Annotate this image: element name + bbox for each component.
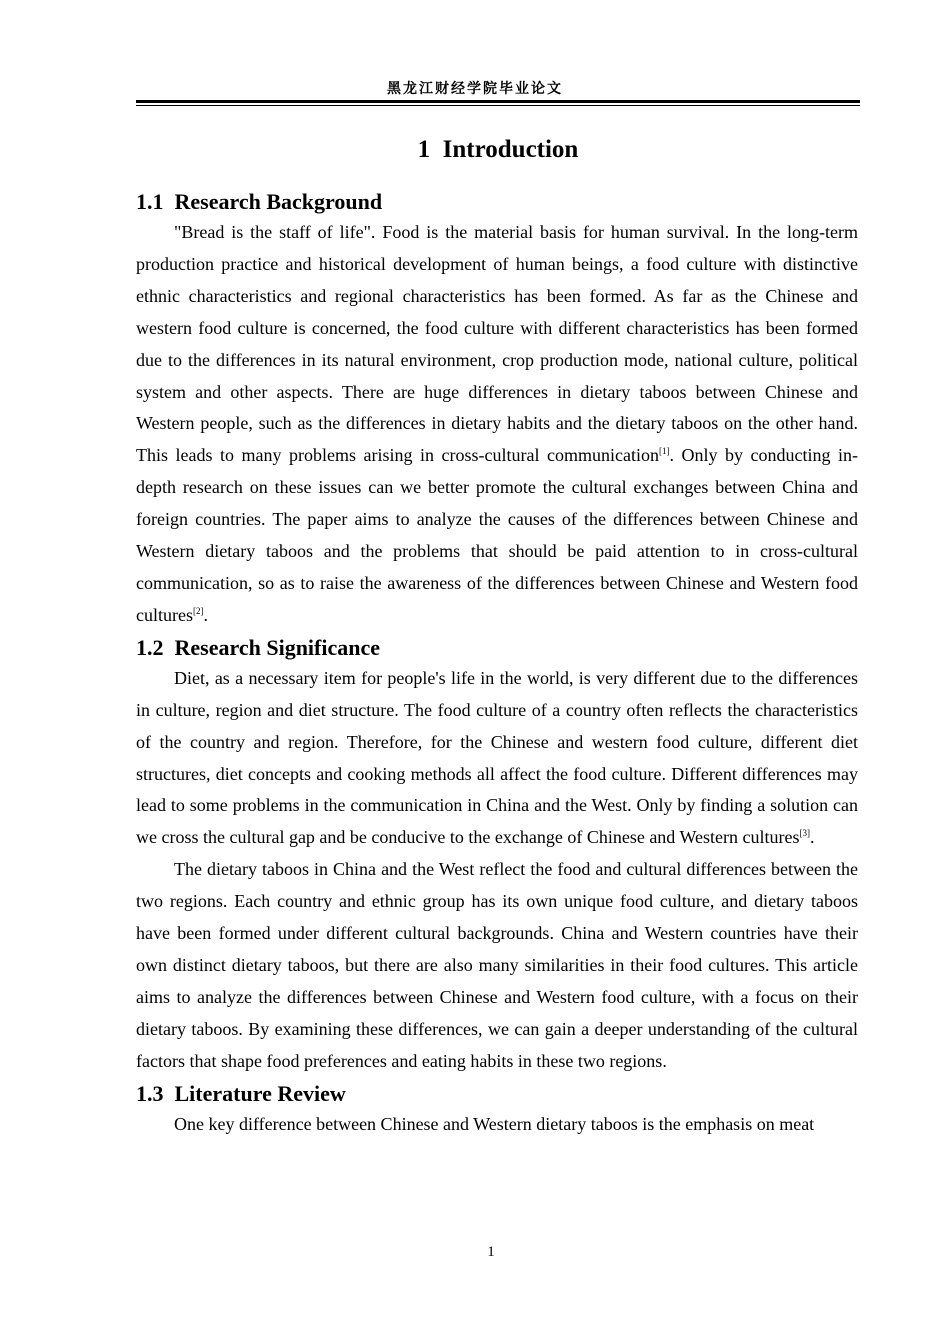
paragraph-text: "Bread is the staff of life". Food is the material basis for human survival. In the long-term production practice and historical development of human beings, a food culture with distinctive ethnic characteristics and regional characteristics has been formed. As far as the Chinese and western food culture is concerned, the food culture with different characteristics has been formed due to the differences in its natural environment, crop production mode, national culture, political system and other aspects. There are huge differences in dietary taboos between Chinese and Western people, such as the differences in dietary habits and the dietary taboos on the other hand. This leads to many problems arising in cross-cultural communication bbox=[136, 222, 858, 466]
paragraph-text: . bbox=[203, 604, 208, 625]
section-title: Research Background bbox=[174, 189, 383, 214]
paragraph bbox=[136, 1109, 858, 1141]
chapter-title-text: Introduction bbox=[442, 136, 579, 163]
paragraph-text: . Only by conducting in-depth research on these issues can we better promote the cultural exchanges between China and foreign countries. The paper aims to analyze the causes of the differences between Chinese and Western dietary taboos and the problems that should be paid attention to in cross-cultural communication, so as to raise the awareness of the differences between Chinese and Western food cultures bbox=[136, 445, 858, 625]
paragraph bbox=[136, 217, 858, 632]
section-heading-1-1 bbox=[136, 186, 858, 217]
page-number: 1 bbox=[487, 1244, 495, 1260]
header-rule-thin bbox=[136, 105, 860, 106]
chapter-number: 1 bbox=[417, 136, 431, 163]
paragraph-text: . bbox=[810, 827, 815, 848]
paragraph bbox=[136, 663, 858, 854]
section-number: 1.1 bbox=[136, 189, 164, 214]
section-heading-1-2 bbox=[136, 632, 858, 663]
section-title: Research Significance bbox=[174, 634, 381, 660]
section-number: 1.3 bbox=[136, 1080, 164, 1106]
citation: [2] bbox=[192, 605, 204, 616]
main-content bbox=[136, 186, 858, 1140]
citation: [3] bbox=[799, 828, 810, 839]
paragraph-text: One key difference between Chinese and Western dietary taboos is the emphasis on meat bbox=[174, 1113, 815, 1134]
section-number: 1.2 bbox=[136, 634, 164, 660]
section-title: Literature Review bbox=[174, 1080, 346, 1106]
paragraph-text: The dietary taboos in China and the West reflect the food and cultural differences between the two regions. Each country and ethnic group has its own unique food culture, and dietary taboos have been formed under different cultural backgrounds. China and Western countries have their own distinct dietary taboos, but there are also many similarities in their food cultures. This article aims to analyze the differences between Chinese and Western food culture, with a focus on their dietary taboos. By examining these differences, we can gain a deeper understanding of the cultural factors that shape food preferences and eating habits in these two regions. bbox=[136, 859, 858, 1071]
section-heading-1-3 bbox=[136, 1078, 858, 1109]
paragraph-text: Diet, as a necessary item for people's life in the world, is very different due to the differences in culture, region and diet structure. The food culture of a country often reflects the characteristics of the country and region. Therefore, for the Chinese and western food culture, different diet structures, diet concepts and cooking methods all affect the food culture. Different differences may lead to some problems in the communication in China and the West. Only by finding a solution can we cross the cultural gap and be conducive to the exchange of Chinese and Western cultures bbox=[136, 667, 858, 848]
header-rule-thick bbox=[136, 100, 860, 103]
citation: [1] bbox=[658, 446, 670, 457]
paragraph bbox=[136, 854, 858, 1077]
chapter-title bbox=[0, 133, 950, 167]
running-header: 黑龙江财经学院毕业论文 bbox=[387, 82, 563, 97]
